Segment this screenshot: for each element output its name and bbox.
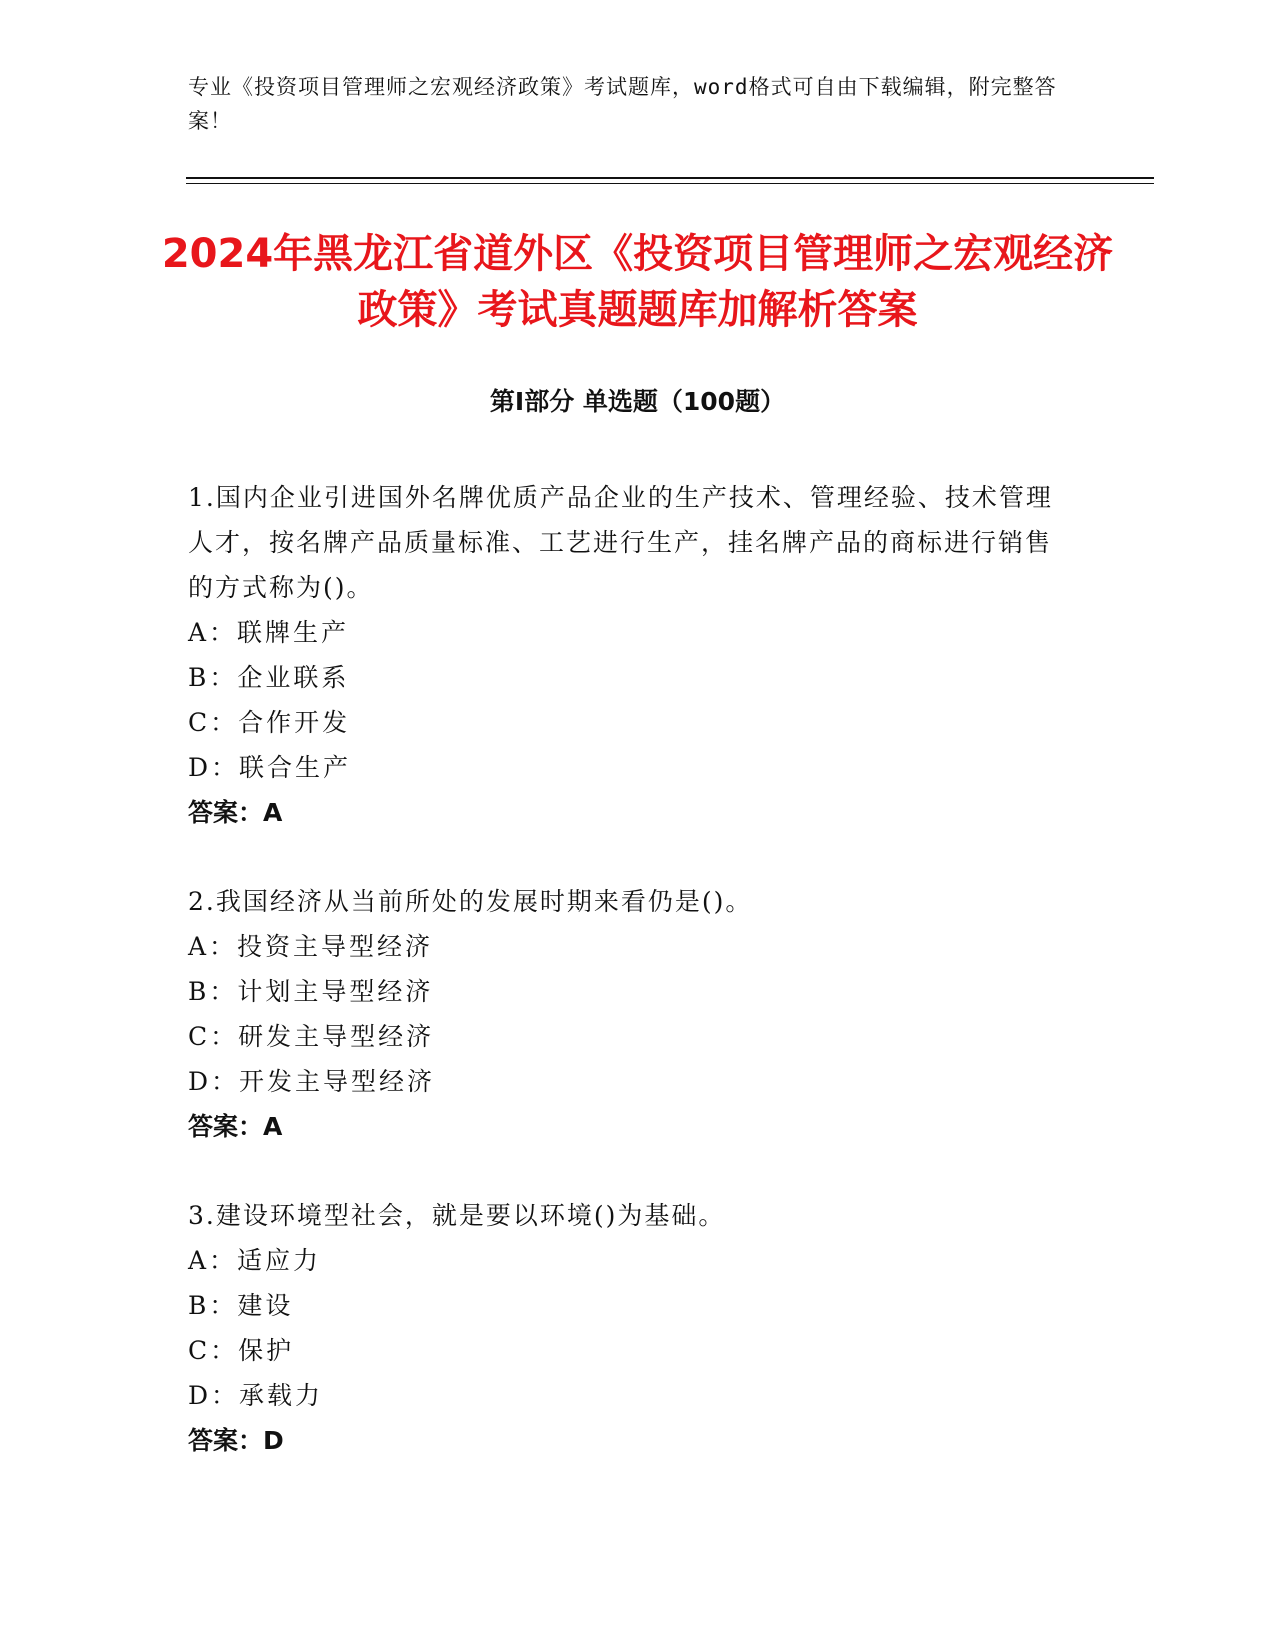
option-a: A：适应力 (188, 1246, 322, 1275)
section-heading: 第I部分 单选题（100题） (489, 387, 786, 416)
question-2 (188, 879, 1068, 1149)
option-a: A：投资主导型经济 (188, 932, 434, 961)
question-text: 3.建设环境型社会，就是要以环境()为基础。 (188, 1201, 726, 1230)
header-note: 专业《投资项目管理师之宏观经济政策》考试题库，word格式可自由下载编辑，附完整答案！ (188, 75, 1057, 133)
option-b: B：建设 (188, 1291, 294, 1320)
option-b: B：计划主导型经济 (188, 977, 434, 1006)
option-d: D：承载力 (188, 1381, 324, 1410)
header-divider-thin (186, 183, 1154, 184)
header-divider-thick (186, 177, 1154, 179)
answer: 答案：D (188, 1426, 284, 1455)
option-c: C：合作开发 (188, 708, 351, 737)
question-list (188, 475, 1068, 1507)
question-3 (188, 1193, 1068, 1463)
option-d: D：开发主导型经济 (188, 1067, 436, 1096)
answer: 答案：A (188, 1112, 283, 1141)
option-c: C：保护 (188, 1336, 295, 1365)
question-1 (188, 475, 1068, 835)
question-text: 1.国内企业引进国外名牌优质产品企业的生产技术、管理经验、技术管理人才，按名牌产品质量标准、工艺进行生产，挂名牌产品的商标进行销售的方式称为()。 (188, 483, 1053, 602)
option-a: A：联牌生产 (188, 618, 350, 647)
option-c: C：研发主导型经济 (188, 1022, 435, 1051)
document-title: 2024年黑龙江省道外区《投资项目管理师之宏观经济政策》考试真题题库加解析答案 (161, 231, 1114, 333)
option-d: D：联合生产 (188, 753, 352, 782)
answer: 答案：A (188, 798, 283, 827)
question-text: 2.我国经济从当前所处的发展时期来看仍是()。 (188, 887, 753, 916)
option-b: B：企业联系 (188, 663, 350, 692)
